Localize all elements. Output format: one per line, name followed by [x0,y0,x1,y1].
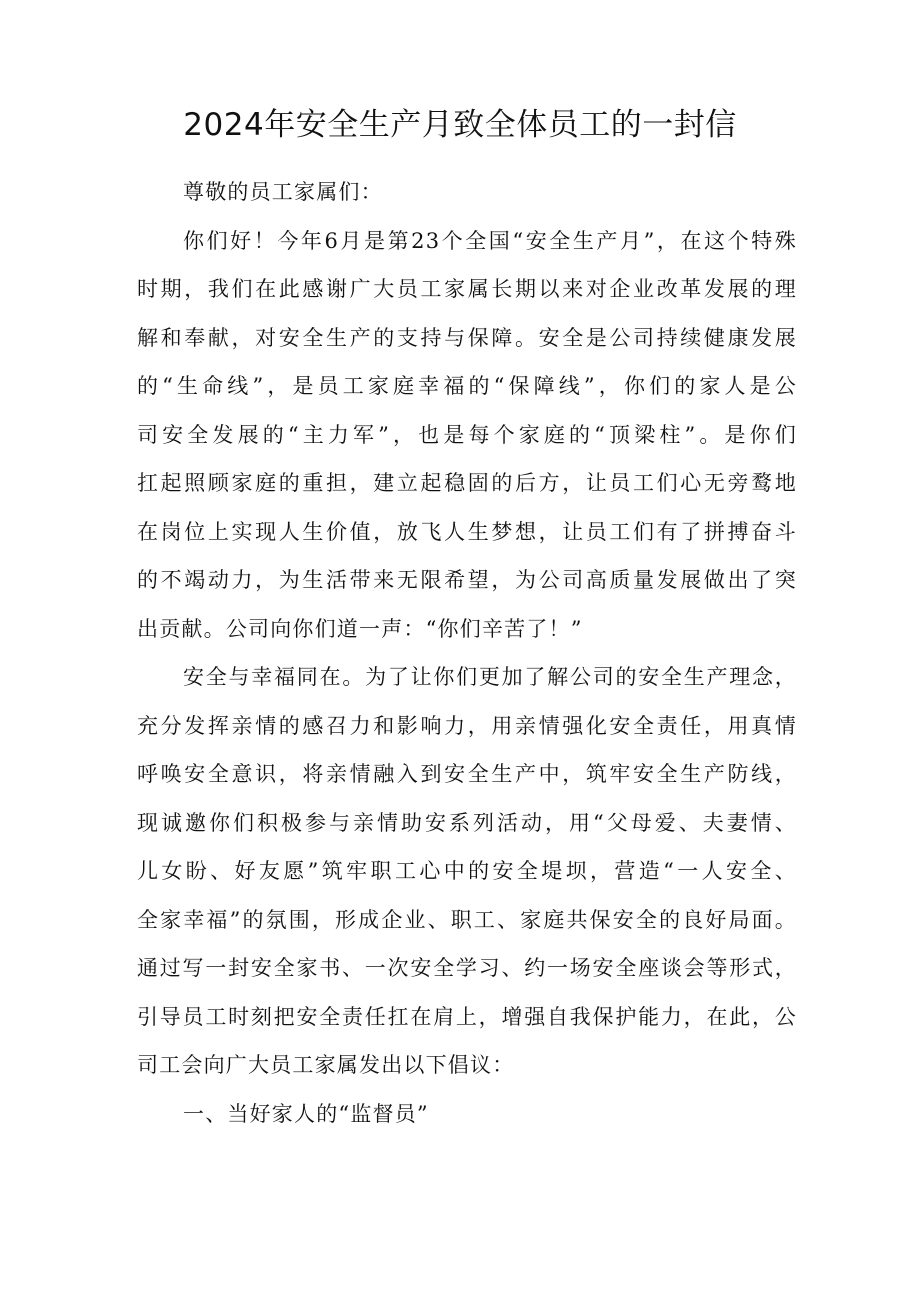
salutation: 尊敬的员工家属们： [183,180,383,204]
paragraph1-line: 出贡献。公司向你们道一声：“你们辛苦了！” [137,616,583,641]
paragraph2-line: 司工会向广大员工家属发出以下倡议： [137,1053,515,1077]
paragraph2-line: 儿女盼、好友愿”筑牢职工心中的安全堤坝，营造“一人安全、 [137,859,797,883]
paragraph2-line: 引导员工时刻把安全责任扛在肩上，增强自我保护能力，在此，公 [137,1004,797,1029]
paragraph2-line: 现诚邀你们积极参与亲情助安系列活动，用“父母爱、夫妻情、 [137,810,797,835]
paragraph1-line: 你们好！今年6月是第23个全国“安全生产月”，在这个特殊 [183,228,797,253]
paragraph1-line: 的不竭动力，为生活带来无限希望，为公司高质量发展做出了突 [137,568,797,592]
section1-heading: 一、当好家人的“监督员” [183,1101,429,1126]
paragraph1-line: 时期，我们在此感谢广大员工家属长期以来对企业改革发展的理 [137,277,797,301]
document-title: 2024年安全生产月致全体员工的一封信 [183,107,737,143]
paragraph1-line: 解和奉献，对安全生产的支持与保障。安全是公司持续健康发展 [137,325,797,350]
paragraph1-line: 在岗位上实现人生价值，放飞人生梦想，让员工们有了拼搏奋斗 [137,519,797,544]
paragraph1-line: 的“生命线”，是员工家庭幸福的“保障线”，你们的家人是公 [137,374,797,398]
paragraph2-line: 通过写一封安全家书、一次安全学习、约一场安全座谈会等形式， [137,956,797,980]
paragraph1-line: 司安全发展的“主力军”，也是每个家庭的“顶梁柱”。是你们 [137,422,797,447]
paragraph2-line: 充分发挥亲情的感召力和影响力，用亲情强化安全责任，用真情 [137,713,797,738]
paragraph2-line: 呼唤安全意识，将亲情融入到安全生产中，筑牢安全生产防线， [137,762,797,786]
paragraph2-line: 全家幸福”的氛围，形成企业、职工、家庭共保安全的良好局面。 [137,907,797,932]
paragraph1-line: 扛起照顾家庭的重担，建立起稳固的后方，让员工们心无旁鹜地 [137,471,797,495]
paragraph2-line: 安全与幸福同在。为了让你们更加了解公司的安全生产理念， [183,665,797,689]
document-body [137,168,797,1138]
